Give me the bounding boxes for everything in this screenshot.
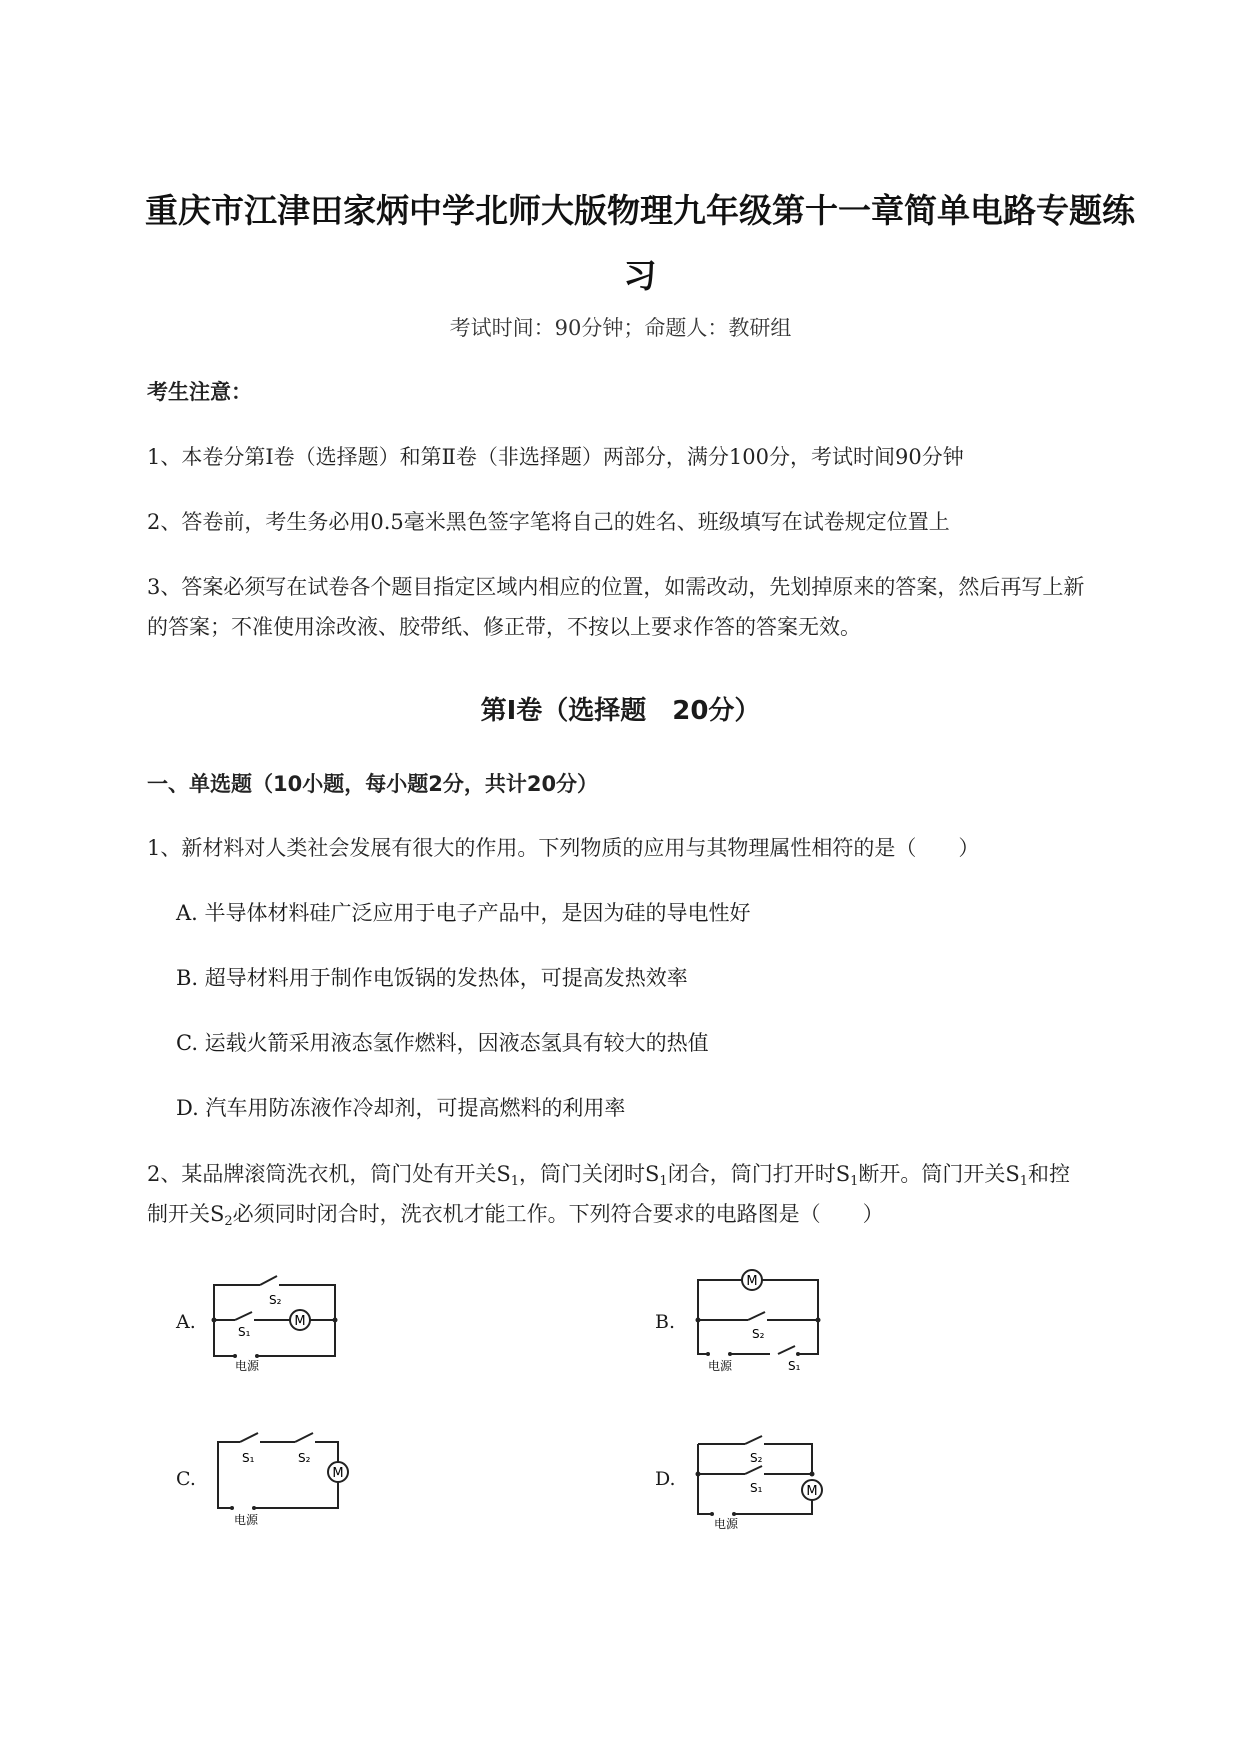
q1-option-b: B. 超导材料用于制作电饭锅的发热体，可提高发热效率	[176, 966, 688, 990]
switch-s2-label: S₂	[752, 1327, 765, 1341]
exam-subtitle: 考试时间：90分钟；命题人：教研组	[449, 316, 792, 340]
q1-stem: 1、新材料对人类社会发展有很大的作用。下列物质的应用与其物理属性相符的是（ ）	[147, 836, 980, 860]
switch-s1-label: S₁	[750, 1481, 763, 1495]
q2-text: 闭合，筒门打开时S	[667, 1162, 851, 1186]
notice-1: 1、本卷分第Ⅰ卷（选择题）和第Ⅱ卷（非选择题）两部分，满分100分，考试时间90分钟	[147, 445, 964, 469]
q1-option-c: C. 运载火箭采用液态氢作燃料，因液态氢具有较大的热值	[176, 1031, 709, 1055]
q2-text: 和控	[1028, 1162, 1071, 1186]
power-source-label: 电源	[708, 1359, 733, 1373]
q2-option-b-label: B.	[655, 1311, 676, 1333]
q1-option-d: D. 汽车用防冻液作冷却剂，可提高燃料的利用率	[176, 1096, 626, 1120]
notice-3-cont: 的答案；不准使用涂改液、胶带纸、修正带，不按以上要求作答的答案无效。	[147, 615, 861, 639]
sub-1: 1	[850, 1174, 859, 1189]
q2-stem-line1	[147, 1158, 1070, 1189]
q2-option-d-label: D.	[655, 1468, 676, 1490]
sub-2: 2	[224, 1214, 233, 1229]
section-title: 第Ⅰ卷（选择题 20分）	[480, 696, 761, 726]
motor-label: M	[294, 1314, 306, 1329]
circuit-diagram-b	[690, 1268, 830, 1373]
switch-s1-label: S₁	[788, 1359, 801, 1373]
circuit-diagram-a	[205, 1270, 345, 1373]
q1-option-a: A. 半导体材料硅广泛应用于电子产品中，是因为硅的导电性好	[176, 901, 751, 925]
switch-s2-label: S₂	[750, 1451, 763, 1465]
notice-3: 3、答案必须写在试卷各个题目指定区域内相应的位置，如需改动，先划掉原来的答案，然后再写上新	[147, 575, 1085, 599]
circuit-diagram-d	[690, 1428, 835, 1531]
exam-title-line1: 重庆市江津田家炳中学北师大版物理九年级第十一章简单电路专题练	[145, 191, 1135, 230]
sub-1: 1	[659, 1174, 668, 1189]
motor-label: M	[746, 1274, 758, 1289]
motor-label: M	[332, 1466, 344, 1481]
switch-s1-label: S₁	[242, 1451, 255, 1465]
part-heading: 一、单选题（10小题，每小题2分，共计20分）	[147, 772, 599, 796]
q2-option-c-label: C.	[176, 1468, 196, 1490]
switch-s1-label: S₁	[238, 1325, 251, 1339]
motor-label: M	[806, 1484, 818, 1499]
q2-text: 必须同时闭合时，洗衣机才能工作。下列符合要求的电路图是（ ）	[232, 1202, 884, 1226]
power-source-label: 电源	[714, 1517, 739, 1531]
power-source-label: 电源	[235, 1359, 260, 1373]
q2-text: 断开。筒门开关S	[858, 1162, 1020, 1186]
notice-2: 2、答卷前，考生务必用0.5毫米黑色签字笔将自己的姓名、班级填写在试卷规定位置上	[147, 510, 950, 534]
q2-text: ，筒门关闭时S	[519, 1162, 660, 1186]
circuit-diagram-c	[210, 1422, 345, 1527]
power-source-label: 电源	[234, 1513, 259, 1527]
switch-s2-label: S₂	[298, 1451, 311, 1465]
q2-stem-line2	[147, 1198, 884, 1229]
exam-title-line2: 习	[623, 256, 657, 295]
notice-heading: 考生注意：	[147, 380, 252, 404]
q2-text: 制开关S	[147, 1202, 225, 1226]
q2-text: 2、某品牌滚筒洗衣机，筒门处有开关S	[147, 1162, 511, 1186]
switch-s2-label: S₂	[269, 1293, 282, 1307]
q2-option-a-label: A.	[176, 1311, 196, 1333]
sub-1: 1	[1019, 1174, 1029, 1189]
sub-1: 1	[510, 1174, 520, 1189]
